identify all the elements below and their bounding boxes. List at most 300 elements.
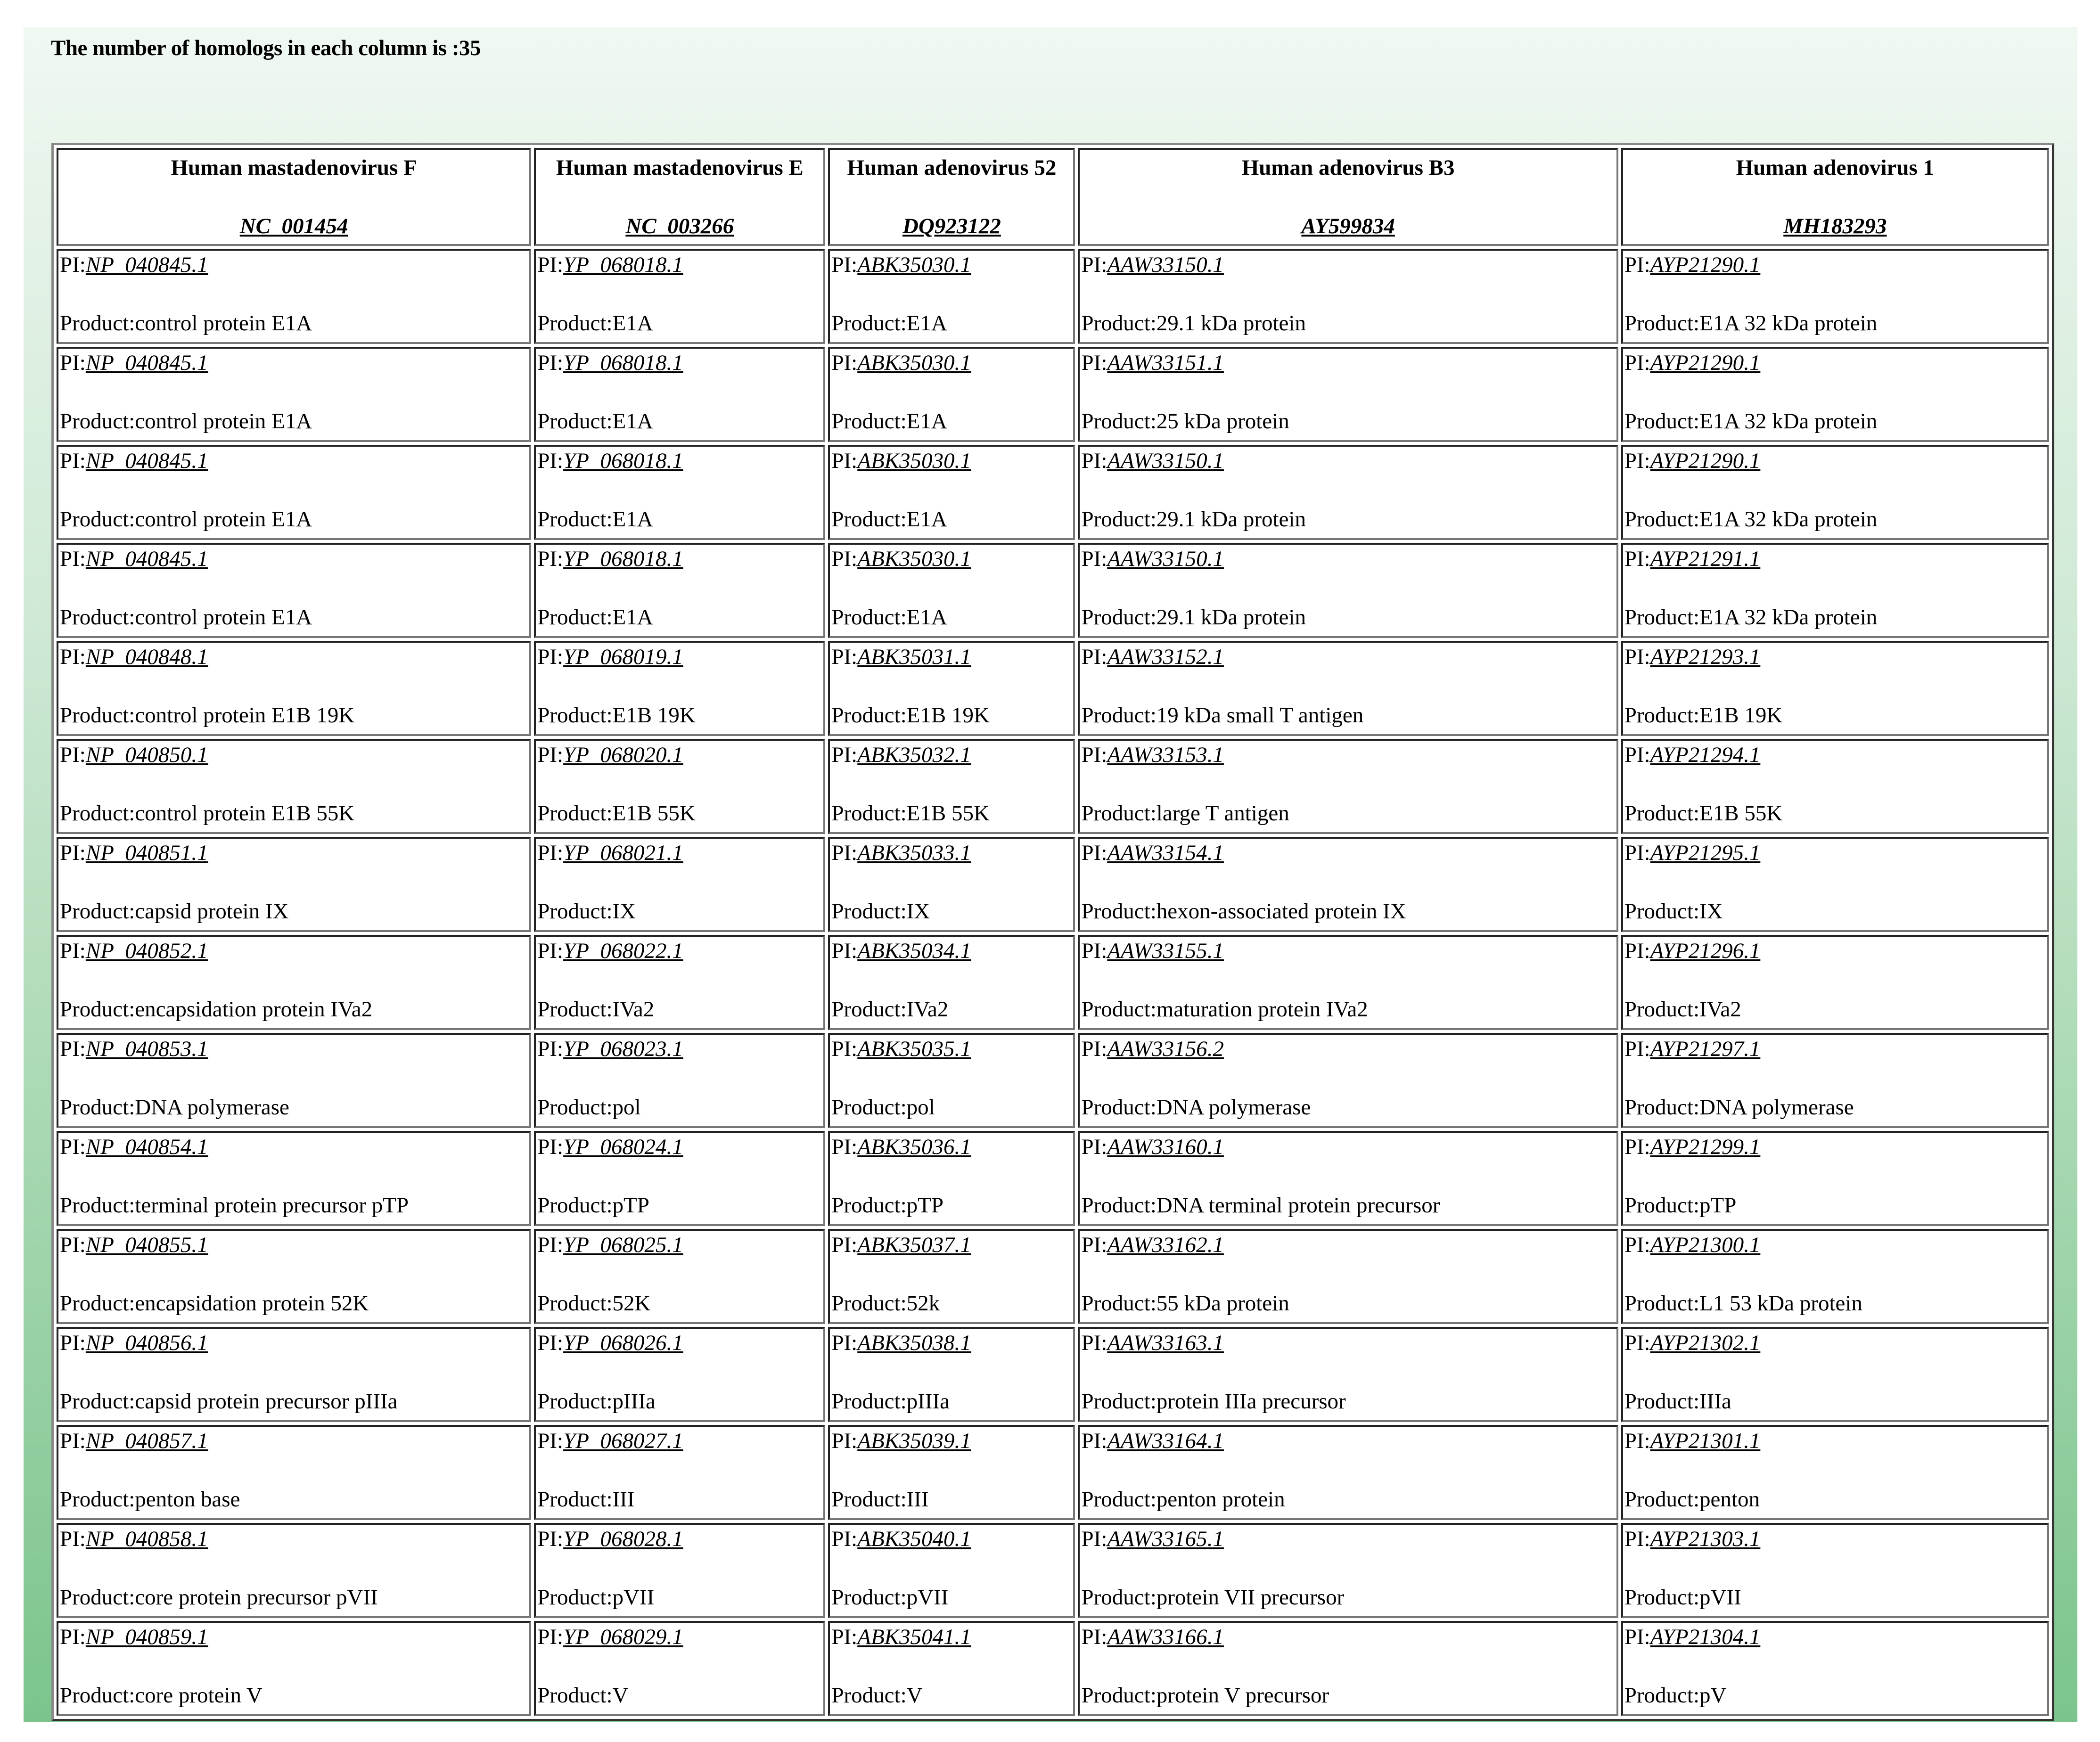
table-row — [57, 445, 2049, 540]
product-prefix: Product: — [1081, 1291, 1157, 1316]
homolog-cell — [57, 1229, 531, 1324]
product-prefix: Product: — [831, 1585, 907, 1610]
protein-id-line — [60, 644, 528, 670]
product-prefix: Product: — [537, 507, 613, 532]
protein-id-line — [831, 742, 1072, 768]
protein-id-link[interactable]: NP_040858.1 — [85, 1527, 208, 1551]
protein-id-line — [1624, 1036, 2046, 1062]
protein-id-link[interactable]: AYP21296.1 — [1650, 939, 1761, 963]
homolog-cell — [57, 1131, 531, 1226]
homolog-cell — [1078, 1229, 1618, 1324]
product-name: E1A 32 kDa protein — [1699, 605, 1878, 630]
protein-id-line — [831, 546, 1072, 572]
protein-id-link[interactable]: ABK35039.1 — [857, 1429, 971, 1453]
protein-id-link[interactable]: AYP21293.1 — [1650, 645, 1761, 669]
protein-id-link[interactable]: AAW33160.1 — [1107, 1135, 1224, 1159]
genome-accession-link[interactable]: NC_003266 — [625, 214, 734, 238]
product-line — [1624, 898, 2046, 924]
protein-id-link[interactable]: AAW33162.1 — [1107, 1233, 1224, 1257]
product-line — [831, 1486, 1072, 1513]
homolog-cell — [534, 837, 825, 932]
pi-prefix: PI: — [1081, 1135, 1107, 1159]
homolog-cell — [1621, 1131, 2049, 1226]
protein-id-link[interactable]: AYP21291.1 — [1650, 547, 1761, 571]
product-name: E1B 19K — [612, 703, 696, 728]
table-row — [57, 935, 2049, 1030]
protein-id-line — [60, 1232, 528, 1258]
protein-id-link[interactable]: YP_068024.1 — [563, 1135, 683, 1159]
product-name: pTP — [1699, 1193, 1737, 1218]
product-line — [831, 1388, 1072, 1415]
product-prefix: Product: — [1624, 605, 1700, 630]
pi-prefix: PI: — [1624, 253, 1650, 277]
product-prefix: Product: — [1081, 703, 1157, 728]
protein-id-link[interactable]: YP_068021.1 — [563, 841, 683, 865]
genome-accession-link[interactable]: AY599834 — [1301, 214, 1395, 238]
protein-id-link[interactable]: NP_040845.1 — [85, 253, 208, 277]
homolog-cell — [1621, 1229, 2049, 1324]
product-prefix: Product: — [1081, 1389, 1157, 1414]
pi-prefix: PI: — [537, 645, 564, 669]
pi-prefix: PI: — [831, 841, 858, 865]
homolog-cell — [534, 1033, 825, 1128]
homolog-cell — [57, 1425, 531, 1520]
product-line — [1081, 1486, 1615, 1513]
homolog-cell — [534, 1523, 825, 1618]
genome-accession-link[interactable]: DQ923122 — [902, 214, 1001, 238]
product-prefix: Product: — [537, 1291, 613, 1316]
protein-id-link[interactable]: NP_040859.1 — [85, 1625, 208, 1649]
protein-id-link[interactable]: NP_040848.1 — [85, 645, 208, 669]
protein-id-line — [60, 1330, 528, 1356]
homolog-cell — [1621, 1425, 2049, 1520]
protein-id-link[interactable]: AYP21290.1 — [1650, 351, 1761, 375]
product-line — [1081, 310, 1615, 336]
product-name: pVII — [906, 1585, 949, 1610]
protein-id-line — [1081, 1624, 1615, 1650]
product-line — [1081, 996, 1615, 1022]
product-prefix: Product: — [60, 1683, 135, 1708]
product-prefix: Product: — [831, 801, 907, 826]
homolog-cell — [57, 739, 531, 834]
protein-id-line — [1624, 448, 2046, 474]
protein-id-link[interactable]: AAW33150.1 — [1107, 449, 1224, 473]
protein-id-line — [831, 448, 1072, 474]
protein-id-link[interactable]: AAW33165.1 — [1107, 1527, 1224, 1551]
protein-id-link[interactable]: NP_040845.1 — [85, 547, 208, 571]
product-line — [60, 1192, 528, 1219]
homolog-cell — [1621, 641, 2049, 736]
pi-prefix: PI: — [1081, 1527, 1107, 1551]
product-name: penton protein — [1156, 1487, 1285, 1512]
product-prefix: Product: — [60, 1487, 135, 1512]
protein-id-line — [1624, 1526, 2046, 1552]
protein-id-link[interactable]: NP_040853.1 — [85, 1037, 208, 1061]
protein-id-link[interactable]: ABK35037.1 — [857, 1233, 971, 1257]
protein-id-link[interactable]: NP_040852.1 — [85, 939, 208, 963]
pi-prefix: PI: — [1624, 1135, 1650, 1159]
protein-id-link[interactable]: ABK35031.1 — [857, 645, 971, 669]
product-name: E1A — [612, 605, 653, 630]
protein-id-link[interactable]: YP_068018.1 — [563, 547, 683, 571]
product-line — [1081, 1388, 1615, 1415]
product-name: IVa2 — [612, 997, 655, 1022]
homolog-cell — [57, 249, 531, 344]
protein-id-link[interactable]: AAW33152.1 — [1107, 645, 1224, 669]
protein-id-line — [1081, 644, 1615, 670]
homolog-cell — [828, 1327, 1075, 1422]
product-name: protein V precursor — [1156, 1683, 1329, 1708]
protein-id-link[interactable]: NP_040856.1 — [85, 1331, 208, 1355]
table-row — [57, 837, 2049, 932]
protein-id-link[interactable]: AYP21301.1 — [1650, 1429, 1761, 1453]
pi-prefix: PI: — [831, 645, 858, 669]
protein-id-link[interactable]: NP_040851.1 — [85, 841, 208, 865]
protein-id-link[interactable]: YP_068019.1 — [563, 645, 683, 669]
protein-id-line — [1081, 350, 1615, 376]
protein-id-line — [537, 1134, 822, 1160]
product-name: penton base — [135, 1487, 240, 1512]
product-name: DNA polymerase — [1699, 1095, 1854, 1120]
product-prefix: Product: — [1624, 311, 1700, 335]
protein-id-link[interactable]: AAW33163.1 — [1107, 1331, 1224, 1355]
homolog-cell — [534, 935, 825, 1030]
product-name: E1A 32 kDa protein — [1699, 507, 1878, 532]
pi-prefix: PI: — [831, 253, 858, 277]
genome-name: Human mastadenovirus E — [556, 155, 804, 180]
protein-id-line — [1081, 252, 1615, 278]
protein-id-link[interactable]: AAW33150.1 — [1107, 253, 1224, 277]
protein-id-link[interactable]: AYP21295.1 — [1650, 841, 1761, 865]
product-line — [831, 408, 1072, 434]
pi-prefix: PI: — [537, 1527, 564, 1551]
protein-id-line — [1624, 1624, 2046, 1650]
protein-id-link[interactable]: AYP21304.1 — [1650, 1625, 1761, 1649]
product-name: IIIa — [1699, 1389, 1731, 1414]
product-prefix: Product: — [1624, 1193, 1700, 1218]
homolog-cell — [828, 1621, 1075, 1716]
pi-prefix: PI: — [1081, 1233, 1107, 1257]
protein-id-line — [60, 938, 528, 964]
protein-id-line — [60, 840, 528, 866]
product-line — [831, 604, 1072, 630]
product-line — [537, 408, 822, 434]
product-name: control protein E1A — [135, 605, 312, 630]
protein-id-link[interactable]: YP_068022.1 — [563, 939, 683, 963]
protein-id-link[interactable]: AYP21300.1 — [1650, 1233, 1761, 1257]
protein-id-line — [1624, 1428, 2046, 1454]
column-header — [57, 148, 531, 246]
product-name: DNA polymerase — [1156, 1095, 1311, 1120]
product-prefix: Product: — [60, 997, 135, 1022]
protein-id-link[interactable]: AAW33156.2 — [1107, 1037, 1224, 1061]
product-line — [60, 800, 528, 826]
protein-id-link[interactable]: NP_040854.1 — [85, 1135, 208, 1159]
product-prefix: Product: — [1624, 1389, 1700, 1414]
product-line — [1624, 310, 2046, 336]
product-line — [831, 1584, 1072, 1611]
column-header — [1078, 148, 1618, 246]
pi-prefix: PI: — [537, 449, 564, 473]
homolog-cell — [57, 1327, 531, 1422]
genome-accession-link[interactable]: MH183293 — [1783, 214, 1887, 238]
product-prefix: Product: — [537, 605, 613, 630]
protein-id-link[interactable]: NP_040857.1 — [85, 1429, 208, 1453]
product-name: capsid protein IX — [135, 899, 289, 924]
product-line — [60, 1486, 528, 1513]
product-line — [537, 1682, 822, 1709]
protein-id-line — [537, 1036, 822, 1062]
protein-id-link[interactable]: NP_040855.1 — [85, 1233, 208, 1257]
protein-id-line — [831, 350, 1072, 376]
product-name: E1A 32 kDa protein — [1699, 311, 1878, 335]
protein-id-link[interactable]: AAW33166.1 — [1107, 1625, 1224, 1649]
protein-id-link[interactable]: ABK35034.1 — [857, 939, 971, 963]
protein-id-line — [831, 938, 1072, 964]
table-row — [57, 1523, 2049, 1618]
pi-prefix: PI: — [1081, 743, 1107, 767]
protein-id-line — [1081, 1232, 1615, 1258]
product-prefix: Product: — [60, 1095, 135, 1120]
product-name: capsid protein precursor pIIIa — [135, 1389, 398, 1414]
product-prefix: Product: — [831, 605, 907, 630]
protein-id-link[interactable]: NP_040845.1 — [85, 449, 208, 473]
pi-prefix: PI: — [60, 449, 86, 473]
protein-id-link[interactable]: AYP21290.1 — [1650, 449, 1761, 473]
product-name: E1A — [906, 605, 947, 630]
homolog-cell — [1078, 641, 1618, 736]
pi-prefix: PI: — [1624, 1429, 1650, 1453]
pi-prefix: PI: — [1624, 1233, 1650, 1257]
protein-id-link[interactable]: AAW33153.1 — [1107, 743, 1224, 767]
product-name: core protein precursor pVII — [135, 1585, 378, 1610]
protein-id-link[interactable]: ABK35035.1 — [857, 1037, 971, 1061]
header-row — [57, 148, 2049, 246]
protein-id-line — [537, 1624, 822, 1650]
product-line — [1624, 604, 2046, 630]
protein-id-line — [1081, 1428, 1615, 1454]
product-prefix: Product: — [60, 899, 135, 924]
product-name: E1B 19K — [1699, 703, 1783, 728]
homolog-cell — [1078, 543, 1618, 638]
product-line — [537, 996, 822, 1022]
protein-id-link[interactable]: ABK35030.1 — [857, 253, 971, 277]
table-row — [57, 249, 2049, 344]
protein-id-link[interactable]: ABK35038.1 — [857, 1331, 971, 1355]
genome-name: Human adenovirus 1 — [1736, 155, 1935, 180]
protein-id-link[interactable]: YP_068029.1 — [563, 1625, 683, 1649]
product-prefix: Product: — [1624, 507, 1700, 532]
protein-id-link[interactable]: ABK35030.1 — [857, 351, 971, 375]
pi-prefix: PI: — [60, 547, 86, 571]
table-row — [57, 1229, 2049, 1324]
protein-id-link[interactable]: AAW33154.1 — [1107, 841, 1224, 865]
protein-id-line — [831, 252, 1072, 278]
product-line — [60, 898, 528, 924]
pi-prefix: PI: — [831, 351, 858, 375]
protein-id-link[interactable]: YP_068018.1 — [563, 253, 683, 277]
product-prefix: Product: — [537, 1585, 613, 1610]
protein-id-link[interactable]: YP_068018.1 — [563, 449, 683, 473]
pi-prefix: PI: — [60, 1625, 86, 1649]
protein-id-link[interactable]: AAW33151.1 — [1107, 351, 1224, 375]
product-name: E1B 55K — [906, 801, 990, 826]
pi-prefix: PI: — [831, 449, 858, 473]
product-line — [1081, 1584, 1615, 1611]
protein-id-link[interactable]: ABK35033.1 — [857, 841, 971, 865]
table-row — [57, 1425, 2049, 1520]
pi-prefix: PI: — [537, 1233, 564, 1257]
protein-id-link[interactable]: ABK35030.1 — [857, 449, 971, 473]
pi-prefix: PI: — [60, 1233, 86, 1257]
product-prefix: Product: — [60, 311, 135, 335]
homolog-cell — [828, 543, 1075, 638]
homolog-cell — [1078, 1523, 1618, 1618]
product-line — [1624, 1682, 2046, 1709]
protein-id-line — [537, 938, 822, 964]
homolog-cell — [828, 739, 1075, 834]
product-prefix: Product: — [60, 1585, 135, 1610]
product-name: hexon-associated protein IX — [1156, 899, 1406, 924]
protein-id-line — [1624, 252, 2046, 278]
protein-id-line — [1624, 1232, 2046, 1258]
product-prefix: Product: — [1624, 1291, 1700, 1316]
pi-prefix: PI: — [60, 743, 86, 767]
product-prefix: Product: — [1624, 1683, 1700, 1708]
product-name: protein VII precursor — [1156, 1585, 1345, 1610]
product-line — [831, 310, 1072, 336]
homolog-table — [51, 143, 2054, 1721]
product-prefix: Product: — [1081, 605, 1157, 630]
product-prefix: Product: — [831, 311, 907, 335]
homolog-cell — [57, 935, 531, 1030]
homolog-cell — [1078, 935, 1618, 1030]
protein-id-link[interactable]: AAW33150.1 — [1107, 547, 1224, 571]
protein-id-link[interactable]: ABK35040.1 — [857, 1527, 971, 1551]
protein-id-line — [831, 1526, 1072, 1552]
product-prefix: Product: — [1624, 1487, 1700, 1512]
homolog-cell — [1078, 347, 1618, 442]
homolog-cell — [1621, 1621, 2049, 1716]
homolog-cell — [828, 249, 1075, 344]
product-line — [1081, 506, 1615, 532]
protein-id-link[interactable]: AYP21290.1 — [1650, 253, 1761, 277]
protein-id-link[interactable]: AYP21294.1 — [1650, 743, 1761, 767]
product-name: IX — [906, 899, 930, 924]
pi-prefix: PI: — [537, 253, 564, 277]
protein-id-link[interactable]: AYP21297.1 — [1650, 1037, 1761, 1061]
product-prefix: Product: — [831, 1389, 907, 1414]
protein-id-link[interactable]: YP_068025.1 — [563, 1233, 683, 1257]
product-prefix: Product: — [60, 801, 135, 826]
protein-id-link[interactable]: AYP21299.1 — [1650, 1135, 1761, 1159]
product-line — [1081, 1682, 1615, 1709]
product-name: pTP — [906, 1193, 944, 1218]
homolog-cell — [1078, 1131, 1618, 1226]
column-header — [534, 148, 825, 246]
product-name: E1A — [612, 507, 653, 532]
product-name: encapsidation protein 52K — [135, 1291, 369, 1316]
protein-id-link[interactable]: AYP21303.1 — [1650, 1527, 1761, 1551]
homolog-cell — [1621, 1033, 2049, 1128]
protein-id-line — [1081, 938, 1615, 964]
pi-prefix: PI: — [831, 743, 858, 767]
homolog-cell — [1078, 837, 1618, 932]
pi-prefix: PI: — [831, 1625, 858, 1649]
protein-id-link[interactable]: NP_040850.1 — [85, 743, 208, 767]
homolog-cell — [828, 641, 1075, 736]
product-line — [537, 1192, 822, 1219]
homolog-cell — [1078, 1033, 1618, 1128]
protein-id-link[interactable]: ABK35036.1 — [857, 1135, 971, 1159]
product-prefix: Product: — [1624, 703, 1700, 728]
pi-prefix: PI: — [831, 1331, 858, 1355]
protein-id-link[interactable]: NP_040845.1 — [85, 351, 208, 375]
product-prefix: Product: — [537, 1487, 613, 1512]
product-line — [1081, 898, 1615, 924]
homolog-cell — [57, 641, 531, 736]
product-line — [537, 800, 822, 826]
protein-id-link[interactable]: ABK35032.1 — [857, 743, 971, 767]
product-name: pIIIa — [906, 1389, 950, 1414]
product-name: IVa2 — [906, 997, 949, 1022]
protein-id-link[interactable]: YP_068027.1 — [563, 1429, 683, 1453]
product-prefix: Product: — [1081, 1193, 1157, 1218]
protein-id-link[interactable]: YP_068026.1 — [563, 1331, 683, 1355]
protein-id-link[interactable]: AYP21302.1 — [1650, 1331, 1761, 1355]
protein-id-link[interactable]: AAW33155.1 — [1107, 939, 1224, 963]
product-line — [537, 310, 822, 336]
product-name: E1A 32 kDa protein — [1699, 409, 1878, 433]
protein-id-line — [537, 252, 822, 278]
genome-accession-link[interactable]: NC_001454 — [239, 214, 348, 238]
product-name: control protein E1A — [135, 311, 312, 335]
product-name: III — [612, 1487, 635, 1512]
protein-id-link[interactable]: AAW33164.1 — [1107, 1429, 1224, 1453]
protein-id-link[interactable]: YP_068018.1 — [563, 351, 683, 375]
homolog-cell — [534, 347, 825, 442]
product-prefix: Product: — [831, 1291, 907, 1316]
pi-prefix: PI: — [60, 645, 86, 669]
homolog-cell — [534, 1131, 825, 1226]
product-name: pIIIa — [612, 1389, 656, 1414]
product-prefix: Product: — [1081, 801, 1157, 826]
pi-prefix: PI: — [60, 841, 86, 865]
pi-prefix: PI: — [831, 1527, 858, 1551]
homolog-cell — [534, 445, 825, 540]
table-row — [57, 739, 2049, 834]
protein-id-line — [60, 546, 528, 572]
protein-id-link[interactable]: YP_068020.1 — [563, 743, 683, 767]
homolog-cell — [1621, 543, 2049, 638]
homolog-cell — [828, 445, 1075, 540]
protein-id-link[interactable]: ABK35030.1 — [857, 547, 971, 571]
homolog-cell — [534, 1229, 825, 1324]
homolog-cell — [534, 641, 825, 736]
protein-id-line — [60, 1526, 528, 1552]
protein-id-line — [60, 1036, 528, 1062]
homolog-cell — [1621, 249, 2049, 344]
protein-id-line — [537, 546, 822, 572]
product-prefix: Product: — [1624, 899, 1700, 924]
protein-id-link[interactable]: YP_068023.1 — [563, 1037, 683, 1061]
pi-prefix: PI: — [831, 939, 858, 963]
protein-id-line — [1624, 742, 2046, 768]
protein-id-line — [831, 1428, 1072, 1454]
product-name: encapsidation protein IVa2 — [135, 997, 373, 1022]
protein-id-link[interactable]: ABK35041.1 — [857, 1625, 971, 1649]
protein-id-link[interactable]: YP_068028.1 — [563, 1527, 683, 1551]
